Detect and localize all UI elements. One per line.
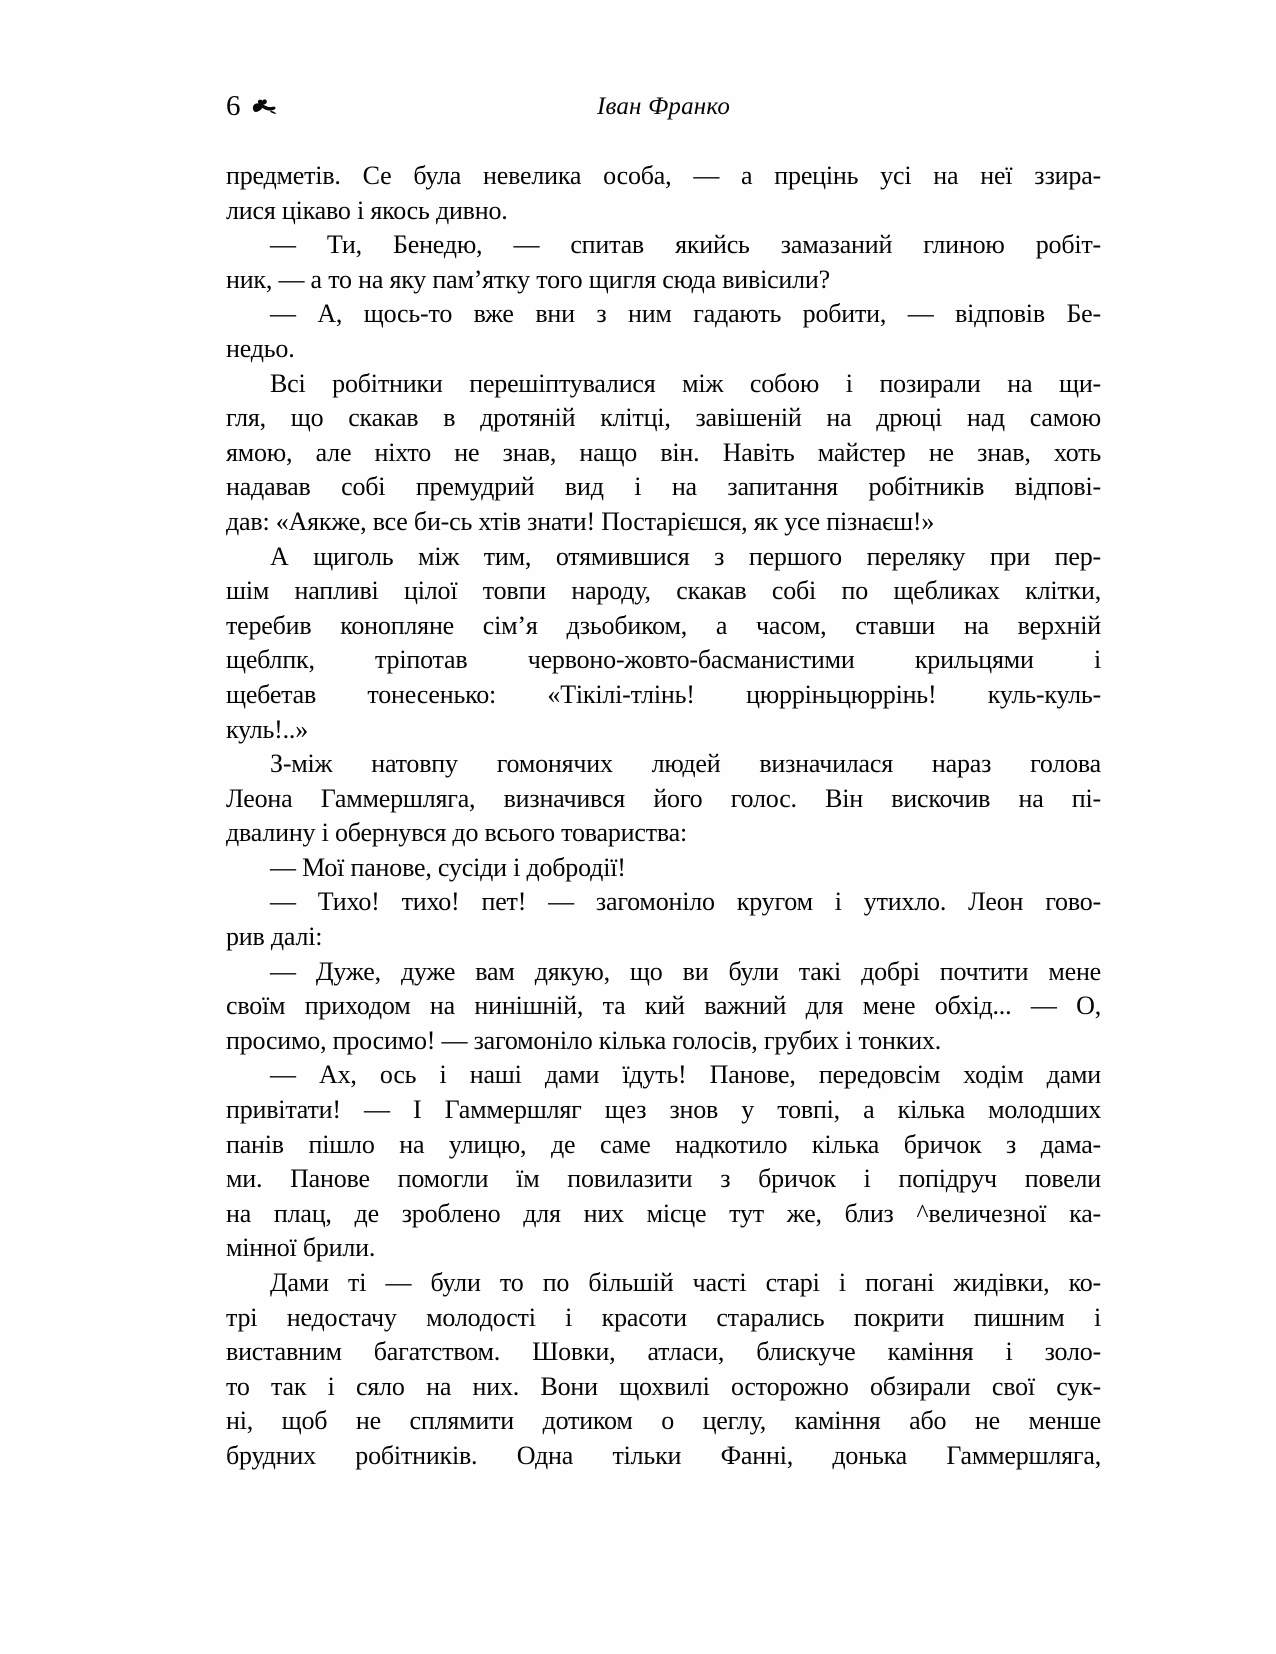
text-line: предметів. Се була невелика особа, — а прецінь усі на неї ззира- — [226, 161, 1101, 190]
text-line: А щиголь між тим, отямившися з першого переляку при пер- — [270, 541, 1101, 571]
text-line: — Мої панове, сусіди і добродії! — [270, 852, 626, 882]
text-line: рив далі: — [226, 922, 323, 952]
text-line: — А, щось-то вже вни з ним гадають робити, — відповів Бе- — [270, 299, 1101, 329]
text-line: — Тихо! тихо! пет! — загомоніло кругом і утихло. Леон гово- — [270, 887, 1101, 917]
text-line: Всі робітники перешіптувалися між собою і позирали на щи- — [270, 368, 1101, 398]
text-line: виставним багатством. Шовки, атласи, блискуче каміння і золо- — [226, 1337, 1101, 1367]
text-line: Леона Гаммершляга, визначився його голос. Він вискочив на пі- — [226, 783, 1101, 813]
text-line: панів пішло на улицю, де саме надкотило кілька бричок з дама- — [226, 1129, 1101, 1159]
text-line: надавав собі премудрий вид і на запитання робітників відпові- — [226, 472, 1101, 502]
text-line: шім напливі цілої товпи народу, скакав собі по щебликах клітки, — [226, 576, 1101, 606]
text-line: ми. Панове помогли їм повилазити з бричок і попідруч повели — [226, 1164, 1101, 1194]
text-line: щебетав тонесенько: «Тікілі-тлінь! цюрріньцюррінь! куль-куль- — [226, 679, 1101, 709]
text-line: ямою, але ніхто не знав, нащо він. Навіть майстер не знав, хоть — [226, 437, 1101, 467]
text-block — [226, 161, 1101, 1476]
text-line: недьо. — [226, 333, 295, 363]
page-header — [226, 90, 1101, 130]
text-line: брудних робітників. Одна тільки Фанні, донька Гаммершляга, — [226, 1440, 1101, 1470]
text-line: привітати! — І Гаммершляг щез знов у товпі, а кілька молодших — [226, 1095, 1101, 1125]
text-line: З-між натовпу гомонячих людей визначилася нараз голова — [270, 749, 1101, 779]
text-line: теребив конопляне сім’я дзьобиком, а часом, ставши на верхній — [226, 610, 1101, 640]
text-line: ник, — а то на яку пам’ятку того щигля сюда вивісили? — [226, 264, 830, 294]
text-line: куль!..» — [226, 714, 309, 744]
text-line: мінної брили. — [226, 1233, 376, 1263]
text-line: гля, що скакав в дротяній клітці, завішеній на дрюці над самою — [226, 403, 1101, 433]
text-line: — Дуже, дуже вам дякую, що ви були такі добрі почтити мене — [270, 956, 1101, 986]
text-line: двалину і обернувся до всього товариства: — [226, 818, 687, 848]
text-line: щеблпк, тріпотав червоно-жовто-басманистими крильцями і — [226, 645, 1101, 675]
text-line: — Ах, ось і наші дами їдуть! Панове, передовсім ходім дами — [270, 1060, 1101, 1090]
text-line: ні, щоб не сплямити дотиком о цеглу, каміння або не менше — [226, 1406, 1101, 1436]
text-line: просимо, просимо! — загомоніло кілька голосів, грубих і тонких. — [226, 1025, 942, 1055]
text-line: дав: «Аякже, все би-сь хтів знати! Постарієшся, як усе пізнаєш!» — [226, 506, 935, 536]
page-number: 6 — [226, 90, 241, 122]
running-header: Іван Франко — [596, 93, 731, 120]
text-line: — Ти, Бенедю, — спитав якийсь замазаний глиною робіт- — [270, 230, 1101, 260]
text-line: трі недостачу молодості і красоти старались покрити пишним і — [226, 1302, 1101, 1332]
text-line: Дами ті — були то по більшій часті старі і погані жидівки, ко- — [270, 1268, 1101, 1297]
text-line: на плац, де зроблено для них місце тут же, близ ^величезної ка- — [226, 1198, 1101, 1228]
text-line: то так і сяло на них. Вони щохвилі осторожно обзирали свої сук- — [226, 1371, 1101, 1401]
text-line: лися цікаво і якось дивно. — [226, 195, 508, 225]
text-line: своїм приходом на нинішній, та кий важний для мене обхід... — О, — [226, 991, 1101, 1021]
